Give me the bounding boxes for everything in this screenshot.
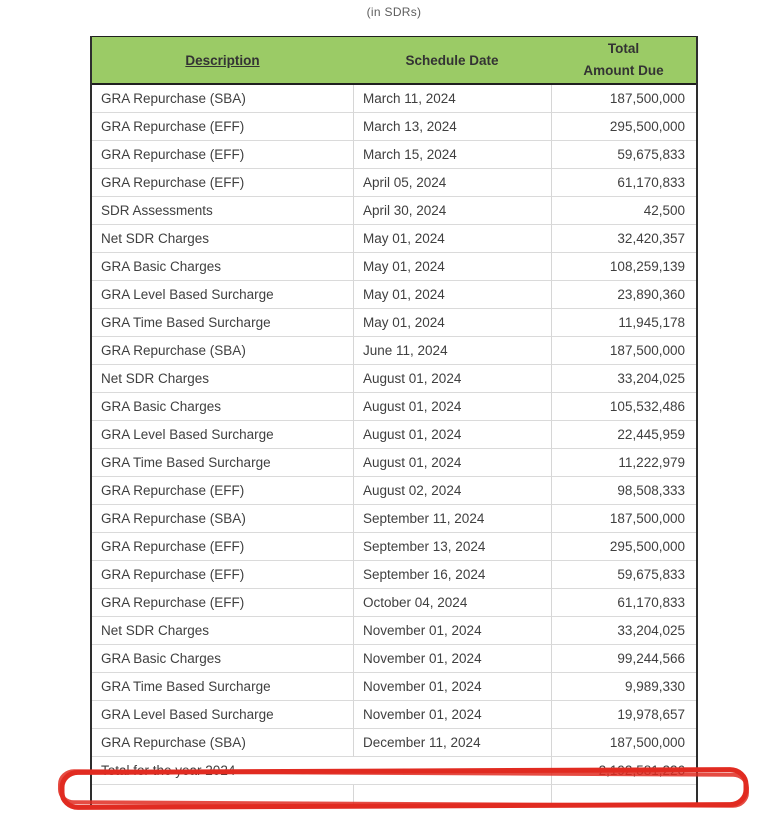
date-cell: May 01, 2024	[353, 309, 551, 337]
date-cell: August 02, 2024	[353, 477, 551, 505]
description-cell: Net SDR Charges	[92, 617, 353, 645]
description-cell: GRA Repurchase (EFF)	[92, 477, 353, 505]
amount-cell: 61,170,833	[551, 589, 696, 617]
table-row	[92, 169, 696, 197]
amount-cell: 33,204,025	[551, 365, 696, 393]
amount-cell: 32,420,357	[551, 225, 696, 253]
description-cell: GRA Repurchase (SBA)	[92, 85, 353, 113]
description-cell: GRA Level Based Surcharge	[92, 281, 353, 309]
table-row	[92, 701, 696, 729]
description-cell: GRA Time Based Surcharge	[92, 449, 353, 477]
payments-schedule-table	[90, 36, 698, 807]
description-cell: GRA Basic Charges	[92, 645, 353, 673]
amount-cell: 33,204,025	[551, 617, 696, 645]
date-cell: November 01, 2024	[353, 673, 551, 701]
table-row	[92, 617, 696, 645]
description-cell: GRA Repurchase (SBA)	[92, 505, 353, 533]
date-cell: May 01, 2024	[353, 225, 551, 253]
amount-cell: 187,500,000	[551, 337, 696, 365]
amount-cell: 23,890,360	[551, 281, 696, 309]
description-cell: GRA Repurchase (EFF)	[92, 141, 353, 169]
total-label-cell: Total for the year 2024	[92, 757, 551, 785]
date-cell: August 01, 2024	[353, 421, 551, 449]
table-row	[92, 337, 696, 365]
amount-cell: 108,259,139	[551, 253, 696, 281]
date-cell: April 05, 2024	[353, 169, 551, 197]
description-cell: SDR Assessments	[92, 197, 353, 225]
date-cell: March 11, 2024	[353, 85, 551, 113]
amount-cell: 61,170,833	[551, 169, 696, 197]
header-total-line2: Amount Due	[583, 63, 664, 78]
units-subtitle: (in SDRs)	[366, 5, 422, 19]
date-cell: March 15, 2024	[353, 141, 551, 169]
amount-cell: 295,500,000	[551, 113, 696, 141]
table-row	[92, 309, 696, 337]
amount-cell: 98,508,333	[551, 477, 696, 505]
header-total-amount-due	[551, 36, 696, 85]
header-total-line1: Total	[607, 41, 640, 57]
date-cell: April 30, 2024	[353, 197, 551, 225]
date-cell: May 01, 2024	[353, 253, 551, 281]
amount-cell: 187,500,000	[551, 505, 696, 533]
description-cell: GRA Time Based Surcharge	[92, 673, 353, 701]
date-cell: June 11, 2024	[353, 337, 551, 365]
table-row	[92, 393, 696, 421]
table-row	[92, 421, 696, 449]
table-header-row	[92, 36, 696, 85]
description-cell: GRA Repurchase (SBA)	[92, 337, 353, 365]
amount-cell: 11,222,979	[551, 449, 696, 477]
table-row	[92, 253, 696, 281]
amount-cell: 295,500,000	[551, 533, 696, 561]
amount-cell: 105,532,486	[551, 393, 696, 421]
description-cell: GRA Repurchase (EFF)	[92, 589, 353, 617]
table-row	[92, 477, 696, 505]
amount-cell: 99,244,566	[551, 645, 696, 673]
table-row	[92, 225, 696, 253]
description-cell: GRA Time Based Surcharge	[92, 309, 353, 337]
description-cell: GRA Repurchase (EFF)	[92, 113, 353, 141]
description-cell: GRA Level Based Surcharge	[92, 701, 353, 729]
amount-cell: 11,945,178	[551, 309, 696, 337]
table-row	[92, 505, 696, 533]
date-cell: October 04, 2024	[353, 589, 551, 617]
table-row	[92, 85, 696, 113]
date-cell: November 01, 2024	[353, 617, 551, 645]
amount-cell: 187,500,000	[551, 85, 696, 113]
description-cell: GRA Repurchase (SBA)	[92, 729, 353, 757]
date-cell: November 01, 2024	[353, 701, 551, 729]
table-row	[92, 365, 696, 393]
table-row	[92, 281, 696, 309]
table-row	[92, 197, 696, 225]
date-cell: March 13, 2024	[353, 113, 551, 141]
amount-cell: 42,500	[551, 197, 696, 225]
table-row	[92, 673, 696, 701]
description-cell: GRA Level Based Surcharge	[92, 421, 353, 449]
table-row	[92, 113, 696, 141]
date-cell: May 01, 2024	[353, 281, 551, 309]
amount-cell: 187,500,000	[551, 729, 696, 757]
table-row	[92, 589, 696, 617]
table-row	[92, 141, 696, 169]
description-cell: GRA Basic Charges	[92, 393, 353, 421]
header-schedule-date: Schedule Date	[353, 36, 551, 85]
date-cell: September 13, 2024	[353, 533, 551, 561]
table-row	[92, 449, 696, 477]
table-row	[92, 561, 696, 589]
description-cell: Net SDR Charges	[92, 225, 353, 253]
table-row	[92, 645, 696, 673]
date-cell: August 01, 2024	[353, 449, 551, 477]
date-cell: August 01, 2024	[353, 365, 551, 393]
date-cell: September 11, 2024	[353, 505, 551, 533]
amount-cell: 59,675,833	[551, 141, 696, 169]
table-row	[92, 729, 696, 757]
description-cell: GRA Repurchase (EFF)	[92, 169, 353, 197]
amount-cell: 9,989,330	[551, 673, 696, 701]
header-description	[92, 36, 353, 85]
amount-cell: 59,675,833	[551, 561, 696, 589]
description-cell: GRA Repurchase (EFF)	[92, 561, 353, 589]
amount-cell: 19,978,657	[551, 701, 696, 729]
total-row	[92, 757, 696, 785]
description-cell: GRA Repurchase (EFF)	[92, 533, 353, 561]
total-amount-cell: 2,192,581,226	[551, 757, 696, 785]
description-cell: Net SDR Charges	[92, 365, 353, 393]
description-sort-link[interactable]: Description	[185, 52, 260, 68]
cutoff-row	[92, 785, 696, 807]
date-cell: September 16, 2024	[353, 561, 551, 589]
date-cell: August 01, 2024	[353, 393, 551, 421]
date-cell: November 01, 2024	[353, 645, 551, 673]
date-cell: December 11, 2024	[353, 729, 551, 757]
amount-cell: 22,445,959	[551, 421, 696, 449]
description-cell: GRA Basic Charges	[92, 253, 353, 281]
table-row	[92, 533, 696, 561]
